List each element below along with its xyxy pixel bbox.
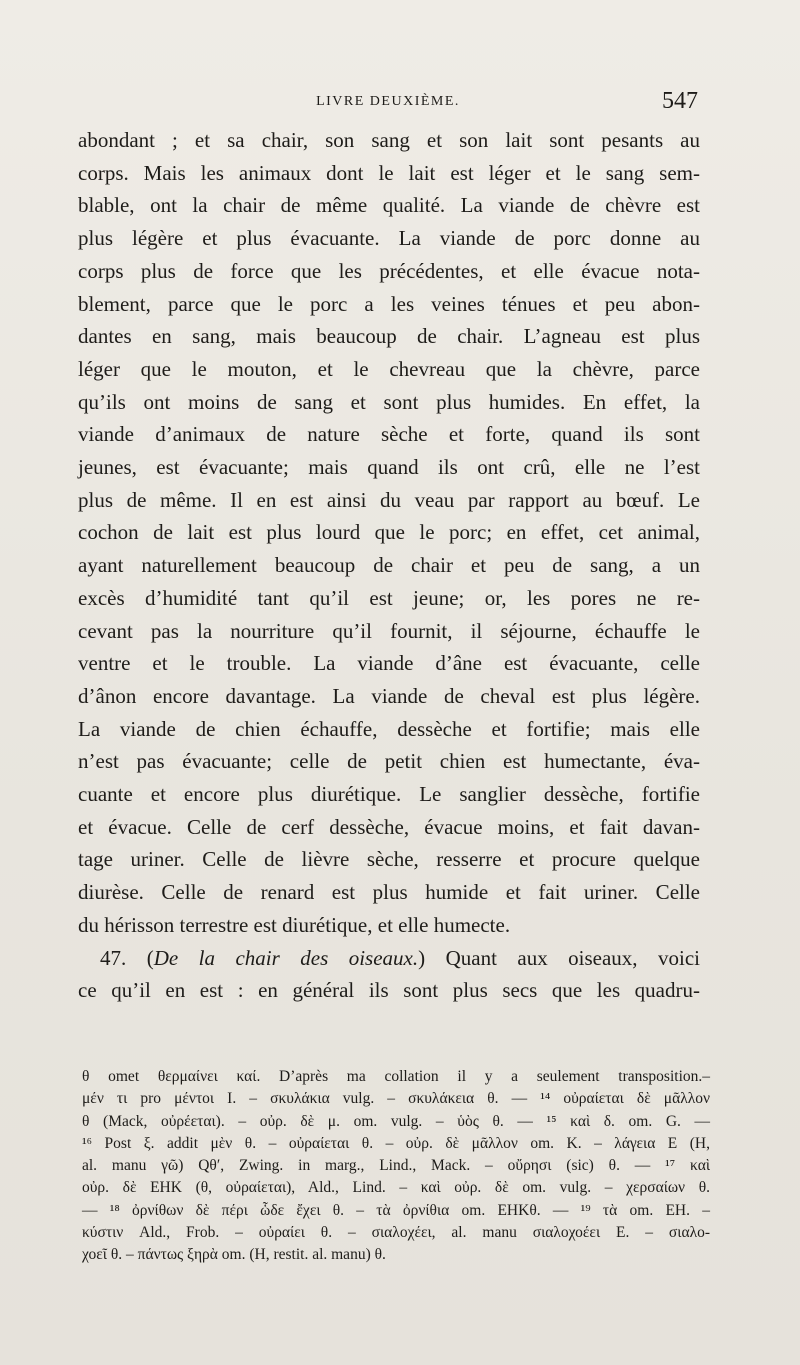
text-line: dantes en sang, mais beaucoup de chair. L’agneau est plus	[78, 324, 700, 349]
text-line: diurèse. Celle de renard est plus humide et fait uriner. Celle	[78, 880, 700, 905]
page-number: 547	[662, 88, 698, 114]
text-line: et évacue. Celle de cerf dessèche, évacue moins, et fait davan-	[78, 814, 700, 839]
footnote-line: ¹⁶ Post ξ. addit μὲν θ. – οὐραίεται θ. – οὐρ. δὲ μᾶλλον om. K. – λάγεια E (H,	[82, 1134, 710, 1152]
section-heading-line	[78, 942, 700, 975]
running-title: LIVRE DEUXIÈME.	[316, 94, 460, 109]
footnote-line: θ omet θερμαίνει καί. D’après ma collation il y a seulement transposition.–	[82, 1068, 710, 1085]
text-line: qu’ils ont moins de sang et sont plus humides. En effet, la	[78, 389, 700, 414]
text-line: viande d’animaux de nature sèche et forte, quand ils sont	[78, 422, 700, 447]
text-line: La viande de chien échauffe, dessèche et fortifie; mais elle	[78, 716, 700, 741]
footnote-line: — ¹⁸ ὀρνίθων δὲ πέρι ὧδε ἔχει θ. – τὰ ὀρνίθια om. EHKθ. — ¹⁹ τὰ om. EH. –	[82, 1201, 710, 1219]
text-line: corps plus de force que les précédentes, et elle évacue nota-	[78, 258, 700, 283]
section-number: 47.	[100, 945, 127, 970]
text-line: tage uriner. Celle de lièvre sèche, resserre et procure quelque	[78, 847, 700, 872]
footnote-line: al. manu γῶ) Qθ′, Zwing. in marg., Lind., Mack. – οὔρησι (sic) θ. — ¹⁷ καὶ	[82, 1157, 710, 1175]
footnote-line: οὐρ. δὲ EHK (θ, οὐραίεται), Ald., Lind. – καὶ οὐρ. δὲ om. vulg. – χερσαίων θ.	[82, 1179, 710, 1197]
section-line-text: Quant aux oiseaux, voici	[445, 945, 701, 970]
text-line: plus légère et plus évacuante. La viande de porc donne au	[78, 226, 700, 251]
footnote-line: κύστιν Ald., Frob. – οὐραίει θ. – σιαλοχέει, al. manu σιαλοχοέει E. – σιαλο-	[82, 1224, 710, 1242]
text-line: cevant pas la nourriture qu’il fournit, il séjourne, échauffe le	[78, 618, 700, 643]
text-line: blement, parce que le porc a les veines ténues et peu abon-	[78, 291, 700, 316]
text-line: cuante et encore plus diurétique. Le sanglier dessèche, fortifie	[78, 782, 700, 807]
text-line: corps. Mais les animaux dont le lait est léger et le sang sem-	[78, 160, 700, 185]
section-open-paren: (	[146, 945, 154, 970]
text-line: ventre et le trouble. La viande d’âne est évacuante, celle	[78, 651, 700, 676]
footnote-line: μέν τι pro μέντοι I. – σκυλάκια vulg. – σκυλάκεια θ. — ¹⁴ οὐραίεται δὲ μᾶλλον	[82, 1090, 710, 1108]
main-text	[78, 124, 700, 1007]
section-title: De la chair des oiseaux.	[153, 945, 419, 970]
text-line: d’ânon encore davantage. La viande de cheval est plus légère.	[78, 683, 700, 708]
text-line: jeunes, est évacuante; mais quand ils ont crû, elle ne l’est	[78, 455, 700, 480]
text-line: abondant ; et sa chair, son sang et son lait sont pesants au	[78, 128, 700, 152]
footnotes	[82, 1066, 710, 1267]
text-line: ayant naturellement beaucoup de chair et peu de sang, a un	[78, 553, 700, 578]
section-line-2: ce qu’il en est : en général ils sont plus secs que les quadru-	[78, 978, 700, 1003]
text-line: léger que le mouton, et le chevreau que la chèvre, parce	[78, 356, 700, 381]
text-line: blable, ont la chair de même qualité. La viande de chèvre est	[78, 193, 700, 218]
text-line: n’est pas évacuante; celle de petit chien est humectante, éva-	[78, 749, 700, 774]
text-line: plus de même. Il en est ainsi du veau par rapport au bœuf. Le	[78, 487, 700, 512]
text-line: cochon de lait est plus lourd que le porc; en effet, cet animal,	[78, 520, 700, 545]
text-line: du hérisson terrestre est diurétique, et elle humecte.	[78, 912, 511, 937]
section-close-paren: )	[418, 945, 426, 970]
body-paragraph	[78, 124, 700, 942]
footnote-line: θ (Mack, οὐρέεται). – οὐρ. δὲ μ. om. vulg. – ὑὸς θ. — ¹⁵ καὶ δ. om. G. —	[82, 1112, 710, 1130]
page-header	[78, 88, 698, 122]
footnote-line: χοεῖ θ. – πάντως ξηρὰ om. (H, restit. al. manu) θ.	[82, 1246, 386, 1264]
text-line: excès d’humidité tant qu’il est jeune; or, les pores ne re-	[78, 585, 700, 610]
